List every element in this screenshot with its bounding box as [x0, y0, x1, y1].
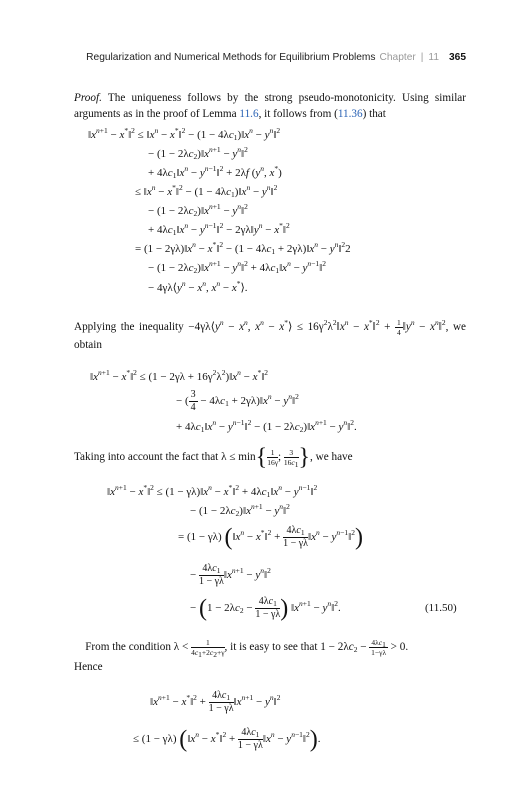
applying-text: Applying the inequality: [74, 321, 184, 334]
from-condition-text: From the condition: [85, 641, 171, 654]
proof-text-a: The uniqueness follows by the strong pseudo-monotonicity. Using similar arguments as in the proof of Lemma: [74, 92, 466, 120]
running-head-title: Regularization and Numerical Methods for Equilibrium Problems: [86, 52, 376, 63]
equation-number: (11.50): [425, 602, 457, 614]
math-line: ≤ (1 − γλ) ($‖x^n$ − x*‖$^2$ + $\frac{4\lambda c_1}{1 - \gamma\lambda}$ $‖x^n$ − $y^{n-1}‖^2$).: [133, 726, 321, 753]
math-line: − $\frac{4\lambda c_1}{1 - \gamma\lambda}$ $‖x^{n+1}$ − $y^n‖^2$: [190, 563, 271, 587]
equation-reference-link[interactable]: 11.36: [337, 107, 363, 120]
proof-paragraph: [74, 91, 466, 122]
math-line: − ( $\frac{3}{4}$ − $4\lambda c_1$ + $2\gamma\lambda)‖x^n$ − $y^n‖^2$: [176, 389, 299, 413]
running-head-chapter-word: Chapter: [379, 52, 416, 63]
math-line: $‖x^{n+1}$ − x*‖$^2$ + $\frac{4\lambda c_1}{1 - \gamma\lambda}$ $‖x^{n+1}$ − $y^n‖^2$: [150, 690, 281, 714]
running-head: [74, 52, 466, 63]
math-line: + $4\lambda c_1‖x^n$ − $y^{n-1}‖^2 - (1$ − $2\lambda c_2)‖x^{n+1}$ − $y^n‖^2$.: [176, 418, 357, 434]
math-line: − $(1 - 2\lambda c_2)‖x^{n+1}$ − $y^n‖^2$ + $4\lambda c_1‖x^n$ − $y^{n-1}‖^2$: [148, 259, 326, 275]
proof-text-b: , it follows from (: [258, 107, 338, 120]
math-line: − $(1 - 2\lambda c_2)‖x^{n+1}$ − $y^n‖^2$: [148, 202, 248, 218]
we-obtain-text: , we obtain: [74, 321, 467, 351]
math-line: $‖x^{n+1}$ − x*‖$^2$ ≤ $‖x^n$ − x*‖$^2$ − $(1 - 4\lambda c_1)‖x^n$ − $y^n‖^2$: [88, 126, 281, 142]
running-head-separator: |: [420, 52, 424, 63]
we-have-text: , we have: [310, 451, 353, 464]
condition-paragraph: From the condition λ < $\frac{1}{4c_1+2c_2+\gamma}$ , it is easy to see that $1 - 2\lambda c_2$ − $\frac{4\lambda c_1}{1-\gamma\lambda}$ > 0.: [85, 638, 409, 659]
running-head-chapter-number: 11: [428, 52, 439, 63]
math-line: − $4\gamma\lambda⟨y^n - x^n$, $x^n$ − x*⟩.: [148, 279, 248, 294]
lemma-reference-link[interactable]: 11.6: [239, 107, 259, 120]
math-line: ≤ $‖x^n$ − x*‖$^2$ − $(1 - 4\lambda c_1)‖x^n$ − $y^n‖^2$: [135, 183, 278, 199]
math-line: − $(1 - 2\lambda c_2)‖x^{n+1}$ − $y^n‖^2$: [190, 502, 290, 518]
math-line: $‖x^{n+1}$ − x*‖$^2$ ≤ $(1 - 2\gamma\lambda + 16\gamma^2\lambda^2)‖x^n$ − x*‖$^2$: [90, 368, 269, 383]
taking-text: Taking into account the fact that: [74, 451, 219, 464]
math-line: − $(1 - 2\lambda c_2)‖x^{n+1}$ − $y^n‖^2$: [148, 145, 248, 161]
math-line: + $4\lambda c_1‖x^n$ − $y^{n-1}‖^2 + 2\lambda f$ ($y^n$, x*): [148, 164, 282, 180]
taking-paragraph: Taking into account the fact that λ ≤ min{ $\frac{1}{16\gamma}$ ; $\frac{3}{16c_1}$ }, we have: [74, 444, 353, 471]
proof-label: Proof.: [74, 92, 102, 104]
math-line: − ($1 - 2\lambda c_2$ − $\frac{4\lambda c_1}{1 - \gamma\lambda}$ ) $‖x^{n+1}$ − $y^n‖^2$.: [190, 595, 341, 622]
applying-paragraph: Applying the inequality $-4\gamma\lambda⟨y^n - x^n$, $x^n$ − x*⟩ ≤ $16\gamma^2\lambda^2‖x^n$ − x*‖$^2$ + $\frac{1}{4}$ $‖y^n$ − $x^n‖^2$, we obtain: [74, 318, 467, 351]
hence-paragraph: [74, 660, 466, 676]
proof-text-c: ) that: [362, 107, 386, 120]
math-line: = $(1 - 2\gamma\lambda)‖x^n$ − x*‖$^2$ − ($1 - 4\lambda c_1$ + $2\gamma\lambda)‖x^n$ − $y^n‖^22$: [135, 240, 351, 256]
math-line: $‖x^{n+1}$ − x*‖$^2$ ≤ $(1 - \gamma\lambda)‖x^n$ − x*‖$^2$ + $4\lambda c_1‖x^n$ − $y^{n-1}‖^2$: [107, 483, 318, 499]
easy-to-see-text: , it is easy to see that: [224, 641, 318, 654]
math-line: = (1 − γλ) ($‖x^n$ − x*‖$^2$ + $\frac{4\lambda c_1}{1 - \gamma\lambda}$ $‖x^n$ − $y^{n-1}‖^2$): [178, 524, 363, 551]
page-number: 365: [449, 52, 466, 63]
hence-text: Hence: [74, 661, 103, 673]
math-line: + $4\lambda c_1‖x^n$ − $y^{n-1}‖^2$ − $2\gamma\lambda‖y^n$ − x*‖$^2$: [148, 221, 290, 237]
